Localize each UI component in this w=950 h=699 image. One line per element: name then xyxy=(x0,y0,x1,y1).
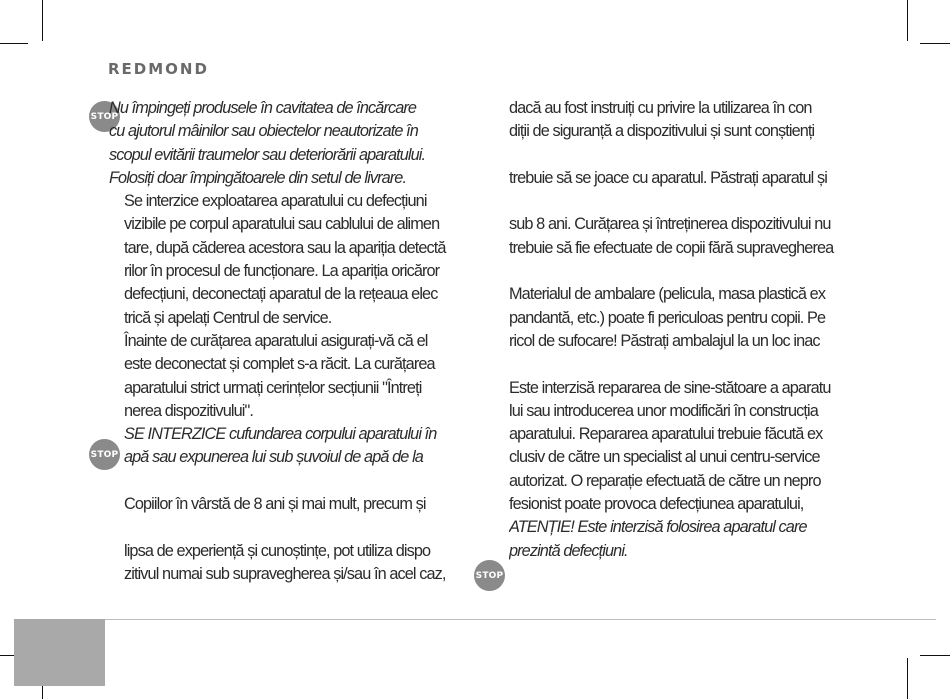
text-line: trebuie să se joace cu aparatul. Păstrați aparatul și xyxy=(509,168,827,187)
warning-line: ATENȚIE! Este interzisă folosirea aparatul care xyxy=(509,518,807,537)
text-line: Este interzisă repararea de sine-stătoare a aparatu xyxy=(509,378,831,397)
warning-line: Folosiți doar împingătoarele din setul de livrare. xyxy=(109,168,407,187)
text-line: dacă au fost instruiți cu privire la utilizarea în con xyxy=(509,99,812,117)
warning-line: prezintă defecțiuni. xyxy=(509,541,628,560)
text-line: Se interzice exploatarea aparatului cu defecțiuni xyxy=(124,192,427,211)
crop-mark xyxy=(42,0,43,41)
text-line: este deconectat și complet s-a răcit. La curățarea xyxy=(124,355,435,374)
text-line: rilor în procesul de funcționare. La apariția oricăror xyxy=(124,262,440,281)
text-line: fesionist poate provoca defecțiunea aparatului, xyxy=(509,495,804,514)
stop-icon: STOP xyxy=(89,101,120,132)
text-line: nerea dispozitivului". xyxy=(124,401,253,420)
footer-rule xyxy=(14,619,936,620)
text-line: autorizat. O reparație efectuată de către un nepro xyxy=(509,471,821,490)
crop-mark xyxy=(907,658,908,699)
text-line: Copiilor în vârstă de 8 ani și mai mult, precum și xyxy=(124,495,426,514)
text-line: ricol de sufocare! Păstrați ambalajul la un loc inac xyxy=(509,331,820,350)
brand-logo: REDMOND xyxy=(108,60,209,78)
warning-line: cu ajutorul mâinilor sau obiectelor neautorizate în xyxy=(109,122,418,141)
right-text-column xyxy=(509,97,863,563)
text-line: diții de siguranță a dispozitivului și sunt conștienți xyxy=(509,122,815,141)
text-line: lipsa de experiență și cunoștințe, pot utiliza dispo xyxy=(124,541,431,560)
text-line: clusiv de către un specialist al unui centru-service xyxy=(509,448,820,467)
text-line: sub 8 ani. Curățarea și întreținerea dispozitivului nu xyxy=(509,215,831,234)
stop-icon: STOP xyxy=(89,439,120,470)
warning-line: SE INTERZICE cufundarea corpului aparatului în xyxy=(124,425,437,444)
warning-line: scopul evitării traumelor sau deteriorării aparatului. xyxy=(109,145,426,164)
text-line: tare, după căderea acestora sau la apariția detectă xyxy=(124,238,446,257)
left-text-column xyxy=(109,97,463,586)
text-line: aparatului strict urmați cerințelor secțiunii "Întreți xyxy=(124,378,422,397)
text-line: vizibile pe corpul aparatului sau cablului de alimen xyxy=(124,215,440,234)
text-line: defecțiuni, deconectați aparatul de la rețeaua elec xyxy=(124,285,438,304)
warning-line: apă sau expunerea lui sub șuvoiul de apă de la xyxy=(124,448,423,467)
text-line: pandantă, etc.) poate fi periculoas pentru copii. Pe xyxy=(509,308,826,327)
crop-mark xyxy=(920,655,950,656)
crop-mark xyxy=(907,0,908,41)
text-line: zitivul numai sub supravegherea și/sau în acel caz, xyxy=(124,564,446,583)
text-line: aparatului. Repararea aparatului trebuie făcută ex xyxy=(509,425,823,444)
text-line: lui sau introducerea unor modificări în construcția xyxy=(509,401,818,420)
text-line: Înainte de curățarea aparatului asigurați-vă că el xyxy=(124,331,428,350)
stop-icon: STOP xyxy=(474,560,505,591)
text-line: Materialul de ambalare (pelicula, masa plastică ex xyxy=(509,285,826,304)
text-line: trică și apelați Centrul de service. xyxy=(124,308,332,327)
page-number-tab xyxy=(14,619,105,686)
crop-mark xyxy=(0,43,28,44)
warning-line: Nu împingeți produsele în cavitatea de încărcare xyxy=(109,99,417,117)
crop-mark xyxy=(920,43,950,44)
text-line: trebuie să fie efectuate de copii fără supravegherea xyxy=(509,238,834,257)
